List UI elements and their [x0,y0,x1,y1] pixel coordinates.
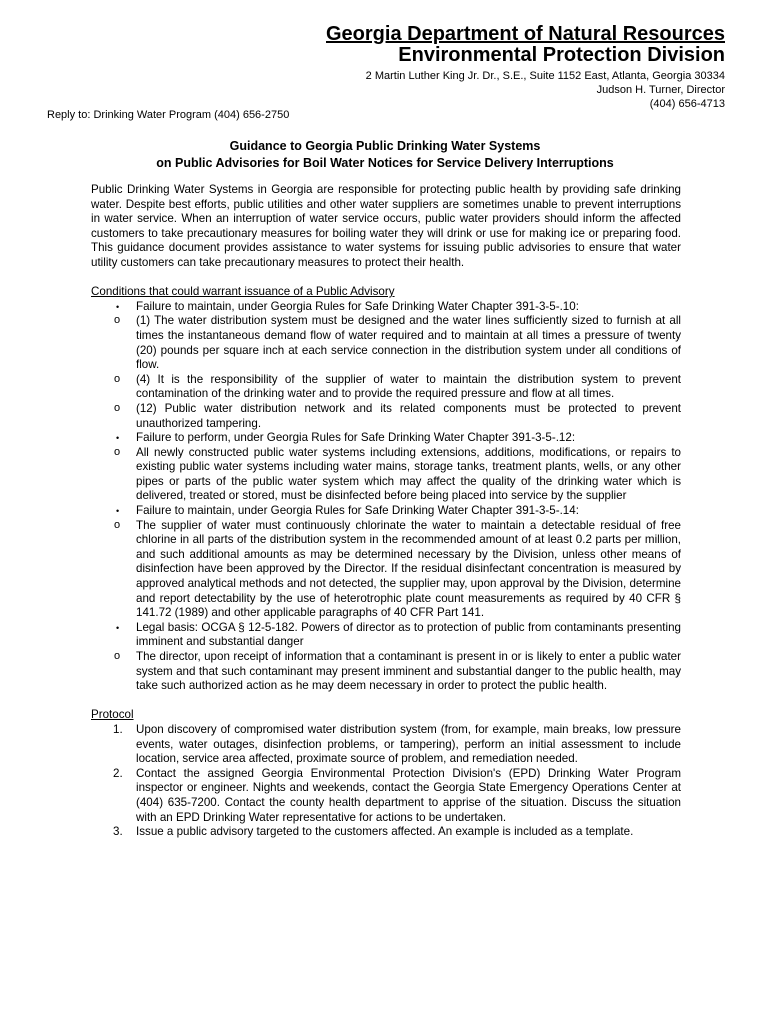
condition-item [116,299,681,315]
condition-subitem-text: (1) The water distribution system must be designed and the water lines sufficiently sized to furnish at all times the instantaneous demand flow of water required and to maintain at all times a pressure of twenty (20) pounds per square inch at each service connection in the distribution system under all conditions of flow. [136,314,681,372]
circle-bullet-icon: o [114,518,121,531]
step-text: Upon discovery of compromised water distribution system (from, for example, main breaks, low pressure events, water outages, disinfection problems, or tampering), perform an initial assessment to include location, service area affected, proximate source of problem, and remediation needed. [136,722,681,766]
guidance-title-line-1: Guidance to Georgia Public Drinking Water Systems [229,139,541,153]
condition-subitem-text: All newly constructed public water systems including extensions, additions, modifications, or repairs to existing public water systems including water mains, storage tanks, treatment plants, wells, or any other pipes or parts of the public water system which may affect the quality of the drinking water which is delivered, treated or stored, must be disinfected before being placed into service by the supplier [136,445,681,503]
conditions-heading: Conditions that could warrant issuance of a Public Advisory [91,285,395,299]
bullet-icon: • [116,433,120,444]
bullet-icon: • [116,622,120,633]
document-body [91,183,681,840]
circle-bullet-icon: o [114,650,121,662]
director-name: Judson H. Turner, Director [596,84,725,96]
protocol-step [113,825,681,840]
circle-bullet-icon: o [114,314,121,327]
guidance-title [0,138,770,172]
condition-item [116,620,681,650]
intro-paragraph: Public Drinking Water Systems in Georgia are responsible for protecting public health by providing safe drinking water. Despite best efforts, public utilities and other water suppliers are sometimes unable to prevent interruptions in water service. When an interruption of water service occurs, public water providers should inform the affected customers to take precautionary measures for boiling water they will drink or use for making ice or preparing food. This guidance document provides assistance to water systems for issuing public advisories to ensure that water utility customers can take precautionary measures to protect their health. [91,183,681,269]
circle-bullet-icon: o [114,401,121,414]
condition-text: Failure to perform, under Georgia Rules for Safe Drinking Water Chapter 391-3-5-.12: [136,431,576,445]
agency-address: 2 Martin Luther King Jr. Dr., S.E., Suite 1152 East, Atlanta, Georgia 30334 [365,70,725,82]
conditions-list [91,300,681,694]
condition-text: Legal basis: OCGA § 12-5-182. Powers of director as to protection of public from contaminants presenting imminent and substantial danger [136,620,681,649]
step-number: 3. [113,825,123,839]
protocol-heading: Protocol [91,708,134,722]
step-number: 2. [113,766,123,780]
condition-item [116,431,681,446]
condition-text: Failure to maintain, under Georgia Rules for Safe Drinking Water Chapter 391-3-5-.10: [136,299,579,313]
step-number: 1. [113,722,123,736]
condition-subitem [114,650,681,694]
circle-bullet-icon: o [114,372,121,385]
protocol-list [91,723,681,840]
condition-subitem-text: (4) It is the responsibility of the supplier of water to maintain the distribution system to prevent contamination of the drinking water and to provide the required pressure and flow at all times. [136,372,681,401]
condition-item [116,504,681,519]
division-title: Environmental Protection Division [398,44,725,66]
condition-subitem [114,314,681,372]
step-text: Issue a public advisory targeted to the customers affected. An example is included as a template. [136,825,634,839]
condition-subitem-text: (12) Public water distribution network and its related components must be protected to prevent unauthorized tampering. [136,401,681,430]
agency-phone: (404) 656-4713 [649,98,725,110]
agency-title: Georgia Department of Natural Resources [326,23,725,45]
bullet-icon: • [116,506,120,517]
condition-subitem-text: The supplier of water must continuously chlorinate the water to maintain a detectable residual of free chlorine in all parts of the distribution system in the recommended amount of at least 0.2 parts per million, and such additional amounts as may be determined necessary by the Division, unless other means of disinfection have been approved by the Director. If the residual disinfectant concentration is measured by approved analytical methods and not detected, the supplier may, upon approval by the Division, determine and report detectability by the use of heterotrophic plate count measurements as required by 40 CFR § 141.72 (1989) and other applicable paragraphs of 40 CFR Part 141. [136,518,681,620]
condition-subitem [114,445,681,504]
condition-subitem-text: The director, upon receipt of information that a contaminant is present in or is likely to enter a public water system and that such contaminant may present imminent and substantial danger to the public health, may take such authorized action as he may deem necessary in order to protect the public health. [136,650,681,693]
step-text: Contact the assigned Georgia Environmental Protection Division's (EPD) Drinking Water Program inspector or engineer. Nights and weekends, contact the Georgia State Emergency Operations Center at (404) 635-7200. Contact the county health department to apprise of the situation. Discuss the situation with an EPD Drinking Water representative for actions to be undertaken. [136,766,681,824]
condition-subitem [114,401,681,431]
protocol-step [113,766,681,825]
guidance-title-line-2: on Public Advisories for Boil Water Notices for Service Delivery Interruptions [156,156,614,170]
condition-subitem [114,518,681,621]
bullet-icon: • [116,301,120,312]
protocol-step [113,722,681,767]
circle-bullet-icon: o [114,445,121,458]
reply-to-line: Reply to: Drinking Water Program (404) 656-2750 [47,109,290,121]
condition-text: Failure to maintain, under Georgia Rules for Safe Drinking Water Chapter 391-3-5-.14: [136,504,579,518]
condition-subitem [114,372,681,402]
